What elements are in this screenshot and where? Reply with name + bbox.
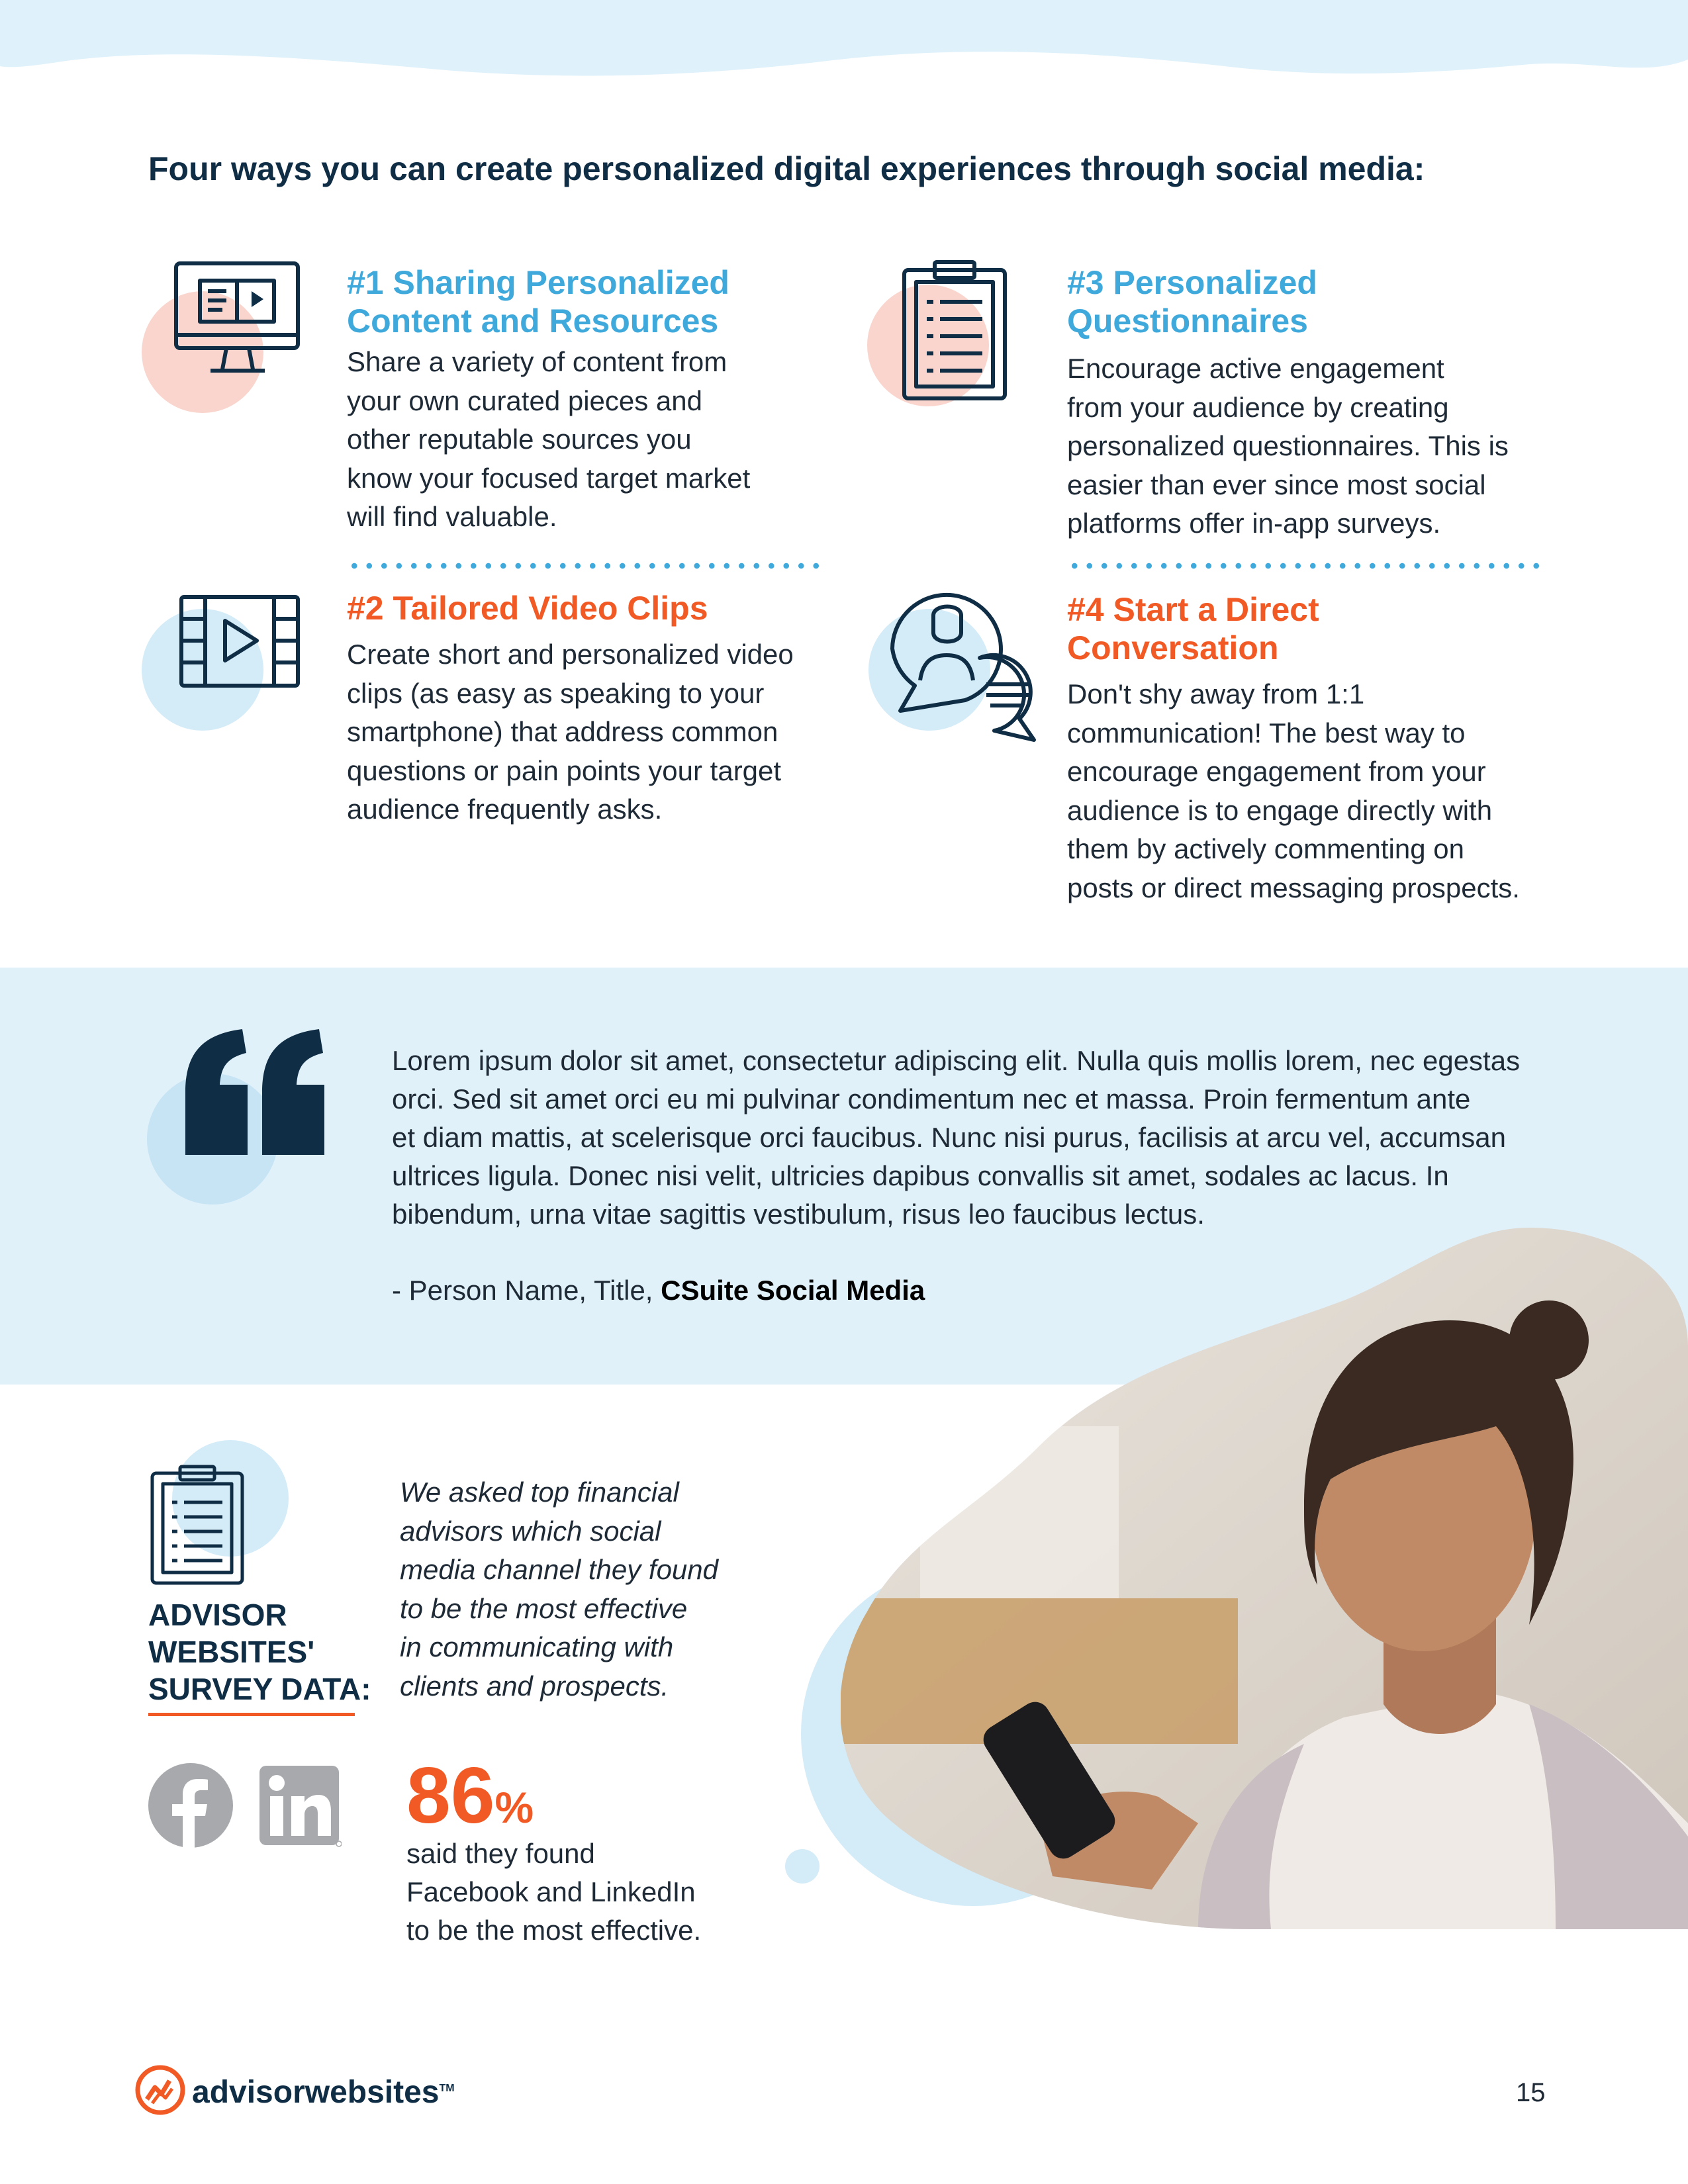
tip2-title: #2 Tailored Video Clips [347, 590, 708, 627]
stat-description: said they found Facebook and LinkedIn to be the most effective. [406, 1838, 702, 1946]
monitor-book-icon [173, 261, 302, 377]
quote-mark-icon [185, 1029, 328, 1155]
tip2-body: Create short and personalized video clips (as easy as speaking to your smartphone) that address common questions or pain points your target audience frequently asks. [347, 639, 794, 825]
tip4-title: #4 Start a Direct Conversation [1067, 591, 1319, 666]
tip1-body: Share a variety of content from your own curated pieces and other reputable sources you know your focused target market will find valuable. [347, 346, 751, 532]
stat-value: 86% [406, 1751, 534, 1840]
survey-clipboard-icon [150, 1464, 245, 1586]
woman-smartphone-photo [841, 1228, 1688, 1929]
tip4-body: Don't shy away from 1:1 communication! The best way to encourage engagement from your audience is to engage directly with them by actively commenting on posts or direct messaging prospects. [1067, 678, 1520, 903]
tip3-title: #3 Personalized Questionnaires [1067, 264, 1317, 340]
clipboard-icon [902, 259, 1008, 401]
film-play-icon [179, 594, 301, 688]
survey-label: ADVISOR WEBSITES' SURVEY DATA: [148, 1598, 371, 1706]
top-wave-decoration [0, 0, 1688, 86]
attribution-company: CSuite Social Media [661, 1275, 925, 1306]
survey-intro: We asked top financial advisors which social media channel they found to be the most effective in communicating with clients and prospects. [400, 1477, 719, 1702]
page-number: 15 [1516, 2078, 1546, 2107]
footer-logo-text: advisorwebsites™ [192, 2075, 455, 2110]
stat-unit: % [494, 1783, 534, 1832]
tip1-title: #1 Sharing Personalized Content and Resources [347, 264, 729, 340]
tip1-divider [347, 563, 821, 569]
page-title: Four ways you can create personalized digital experiences through social media: [148, 150, 1425, 187]
person-chat-icon [887, 589, 1046, 745]
quote-text: Lorem ipsum dolor sit amet, consectetur adipiscing elit. Nulla quis mollis lorem, nec egestas orci. Sed sit amet orci eu mi pulvinar condimentum nec et massa. Proin fermentum ante et diam mattis, at scelerisque orci faucibus. Nunc nisi purus, facilisis at arcu vel, accumsan ultrices ligula. Donec nisi velit, ultricies dapibus convallis sit amet, sodales ac lacus. In bibendum, urna vitae sagittis vestibulum, risus leo faucibus lectus. [392, 1045, 1521, 1230]
advisorwebsites-logo-icon [135, 2065, 185, 2115]
logo-trademark: TM [439, 2083, 455, 2094]
facebook-icon [148, 1763, 233, 1848]
linkedin-icon [259, 1766, 342, 1848]
quote-attribution: - Person Name, Title, CSuite Social Media [392, 1275, 925, 1306]
tip3-body: Encourage active engagement from your audience by creating personalized questionnaires. This is easier than ever since most social platforms offer in-app surveys. [1067, 353, 1509, 539]
tip3-divider [1067, 563, 1541, 569]
survey-label-underline [148, 1713, 355, 1716]
